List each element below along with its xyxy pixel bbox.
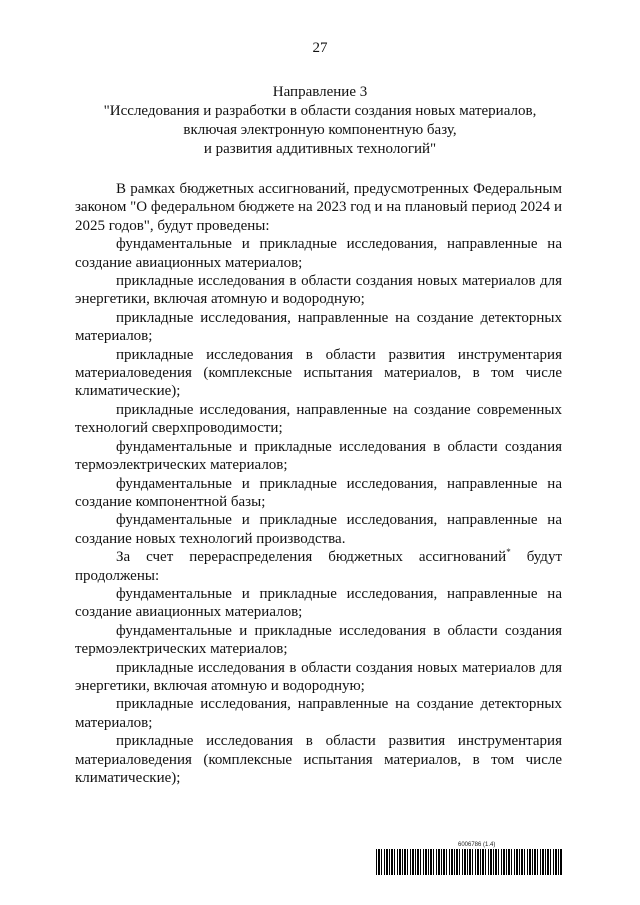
barcode [376, 849, 562, 875]
list-item: фундаментальные и прикладные исследования в области создания термоэлектрических материалов; [75, 622, 562, 658]
list-item: прикладные исследования в области создания новых материалов для энергетики, включая атомную и водородную; [75, 659, 562, 694]
heading-line-direction: Направление 3 [272, 84, 368, 100]
document-body [75, 180, 562, 787]
list-item: фундаментальные и прикладные исследования, направленные на создание компонентной базы; [75, 475, 562, 510]
document-code: 6006786 (1.4) [458, 842, 496, 848]
heading-line-title-2: включая электронную компонентную базу, [183, 122, 457, 138]
list-item: прикладные исследования в области развития инструментария материаловедения (комплексные испытания материалов, в том числе климатические); [75, 733, 562, 786]
redistribution-text: За счет перераспределения бюджетных ассигнований [116, 549, 507, 566]
paragraph-intro: В рамках бюджетных ассигнований, предусмотренных Федеральным законом "О федеральном бюджете на 2023 год и на плановый период 2024 и 2025 годов", будут проведены: [75, 181, 562, 234]
list-item: фундаментальные и прикладные исследования, направленные на создание авиационных материалов; [75, 585, 562, 621]
list-item: фундаментальные и прикладные исследования, направленные на создание новых технологий производства. [75, 512, 562, 547]
list-item: прикладные исследования, направленные на создание детекторных материалов; [75, 309, 562, 345]
list-item: прикладные исследования в области развития инструментария материаловедения (комплексные испытания материалов, в том числе климатические); [75, 346, 562, 400]
section-heading [40, 83, 600, 159]
paragraph-redistribution [75, 548, 562, 585]
redistribution-text-end: будут продолжены: [75, 549, 562, 584]
list-item: прикладные исследования в области создания новых материалов для энергетики, включая атомную и водородную; [75, 273, 562, 308]
footnote-mark: * [506, 547, 511, 558]
list-item: прикладные исследования, направленные на создание современных технологий сверхпроводимости; [75, 401, 562, 437]
list-item: фундаментальные и прикладные исследования, направленные на создание авиационных материалов; [75, 236, 562, 271]
page-number: 27 [312, 40, 328, 56]
heading-line-title-3: и развития аддитивных технологий" [203, 141, 437, 157]
list-item: прикладные исследования, направленные на создание детекторных материалов; [75, 696, 562, 731]
heading-line-title-1: "Исследования и разработки в области создания новых материалов, [103, 103, 537, 119]
list-item: фундаментальные и прикладные исследования в области создания термоэлектрических материалов; [75, 438, 562, 474]
